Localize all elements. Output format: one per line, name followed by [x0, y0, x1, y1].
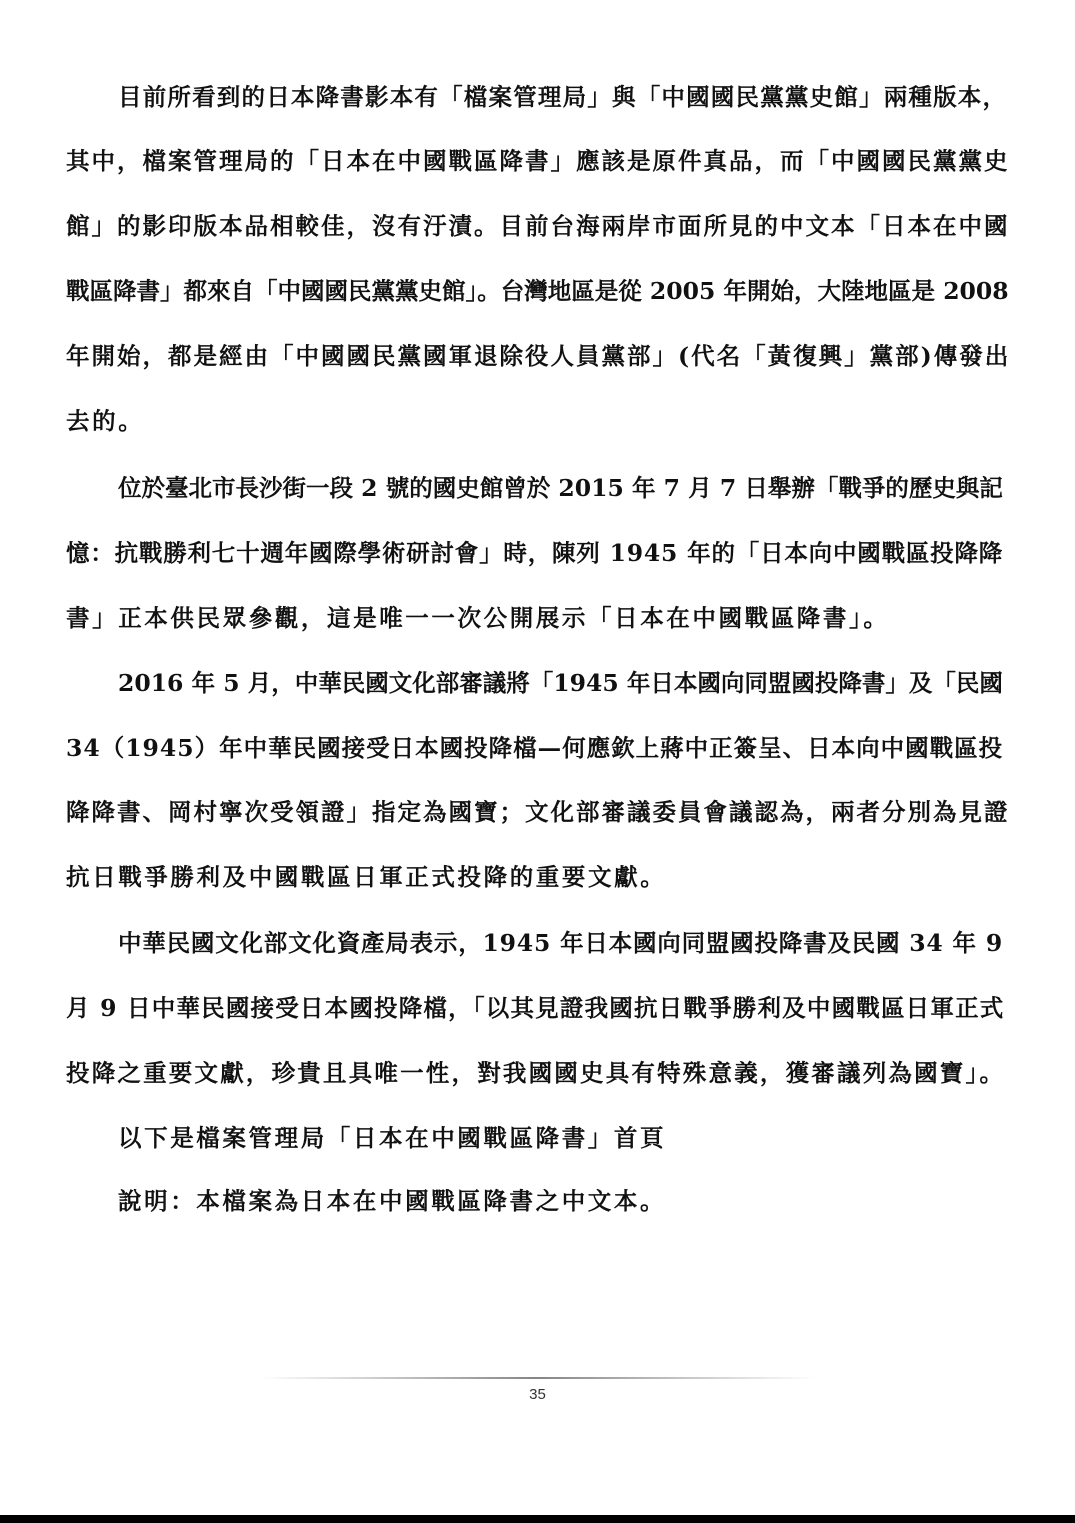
paragraph-1-line-1: 目前所看到的日本降書影本有「檔案管理局」與「中國國民黨黨史館」兩種版本，: [118, 83, 1008, 111]
paragraph-3-line-3: 降降書、岡村寧次受領證」指定為國寶；文化部審議委員會議認為，兩者分別為見證: [66, 798, 1010, 826]
paragraph-6-line-1: 說明：本檔案為日本在中國戰區降書之中文本。: [118, 1187, 667, 1215]
paragraph-1-line-5: 年開始，都是經由「中國國民黨國軍退除役人員黨部」(代名「黃復興」黨部)傳發出: [66, 342, 1011, 370]
paragraph-4-line-1: 中華民國文化部文化資產局表示，1945 年日本國向同盟國投降書及民國 34 年 9: [118, 929, 1003, 957]
paragraph-2-line-1: 位於臺北市長沙街一段 2 號的國史館曾於 2015 年 7 月 7 日舉辦「戰爭的歷史與記: [118, 474, 1003, 502]
paragraph-3-line-2: 34（1945）年中華民國接受日本國投降檔—何應欽上蔣中正簽呈、日本向中國戰區投: [66, 734, 1004, 762]
paragraph-3-line-4: 抗日戰爭勝利及中國戰區日軍正式投降的重要文獻。: [66, 863, 667, 891]
paragraph-1-line-6: 去的。: [66, 407, 145, 435]
paragraph-4-line-3: 投降之重要文獻，珍貴且具唯一性，對我國國史具有特殊意義，獲審議列為國寶」。: [66, 1059, 1006, 1087]
footer-divider: [260, 1377, 815, 1379]
page-number: 35: [529, 1386, 546, 1403]
paragraph-2-line-3: 書」正本供民眾參觀，這是唯一一次公開展示「日本在中國戰區降書」。: [66, 604, 890, 632]
paragraph-1-line-2: 其中，檔案管理局的「日本在中國戰區降書」應該是原件真品，而「中國國民黨黨史: [66, 147, 1010, 175]
paragraph-1-line-3: 館」的影印版本品相較佳，沒有汙漬。目前台海兩岸市面所見的中文本「日本在中國: [66, 212, 1010, 240]
paragraph-3-line-1: 2016 年 5 月，中華民國文化部審議將「1945 年日本國向同盟國投降書」及「民國: [118, 669, 1003, 697]
paragraph-5-line-1: 以下是檔案管理局「日本在中國戰區降書」首頁: [118, 1124, 667, 1152]
paragraph-4-line-2: 月 9 日中華民國接受日本國投降檔，「以其見證我國抗日戰爭勝利及中國戰區日軍正式: [66, 994, 1005, 1022]
paragraph-2-line-2: 憶：抗戰勝利七十週年國際學術研討會」時，陳列 1945 年的「日本向中國戰區投降降: [66, 539, 1004, 567]
bottom-edge-bar: [0, 1515, 1075, 1523]
paragraph-1-line-4: 戰區降書」都來自「中國國民黨黨史館」。台灣地區是從 2005 年開始，大陸地區是 2008: [66, 277, 1009, 305]
